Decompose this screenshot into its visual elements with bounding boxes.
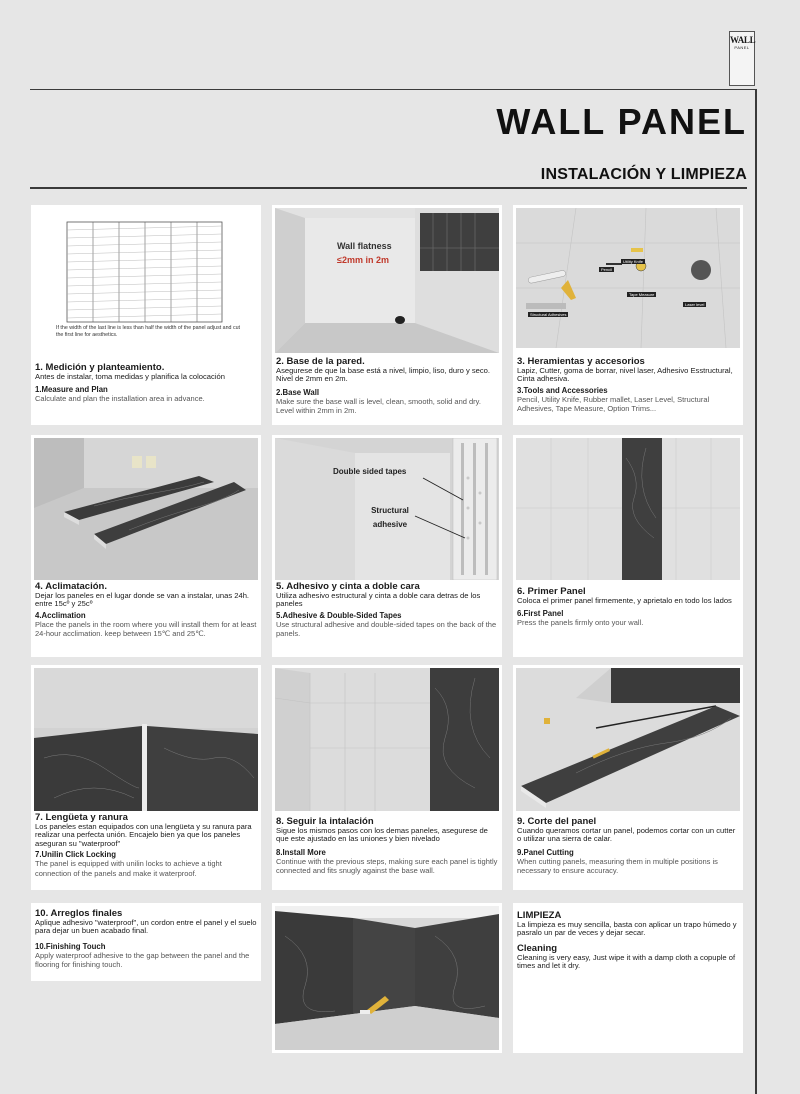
cleaning-card — [513, 903, 743, 1053]
step-10-body-en: Apply waterproof adhesive to the gap between the panel and the flooring for finishing touch. — [35, 950, 250, 970]
step-5-body-es: Utiliza adhesivo estructural y cinta a doble cara detras de los paneles — [276, 591, 481, 609]
cleaning-body-es: La limpieza es muy sencilla, basta con aplicar un trapo húmedo y pasralo un par de veces y dejar secar. — [517, 920, 737, 938]
step-1-title-es: 1. Medición y planteamiento. — [35, 362, 165, 373]
tool-label-laser-level: Laser level — [685, 302, 705, 307]
step-4-body-en: Place the panels in the room where you will install them for at least 24-hour acclimation. keep between 15℃ and 25℃. — [35, 619, 257, 639]
step-8-title-en: 8.Install More — [276, 847, 326, 857]
step-2-illustration — [275, 208, 499, 353]
step-card-1 — [31, 205, 261, 425]
step-4-title-en: 4.Acclimation — [35, 610, 86, 620]
step-6-title-en: 6.First Panel — [517, 609, 564, 619]
step-card-7 — [31, 665, 261, 890]
cleaning-title-es: LIMPIEZA — [517, 910, 562, 921]
step-card-2 — [272, 205, 502, 425]
wall-flatness-value: ≤2mm in 2m — [337, 255, 389, 265]
step-card-10 — [31, 903, 261, 981]
step-card-8 — [272, 665, 502, 890]
step-6-body-en: Press the panels firmly onto your wall. — [517, 618, 644, 628]
step-7-title-es: 7. Lengüeta y ranura — [35, 812, 128, 823]
step-10-body-es: Aplique adhesivo "waterproof", un cordon entre el panel y el suelo para dejar un buen acabado final. — [35, 918, 257, 936]
step-8-illustration — [275, 668, 499, 811]
tool-label-utility-knife: Utility Knife — [623, 259, 644, 264]
step-10-photo-card — [272, 903, 502, 1053]
tool-label-tape-measure: Tape Measure — [629, 292, 655, 297]
step-6-title-es: 6. Primer Panel — [517, 586, 586, 597]
step-9-body-es: Cuando queramos cortar un panel, podemos cortar con un cutter o utilizar una sierra de calar. — [517, 826, 736, 844]
tool-label-structural-adhesives: Structural Adhesives — [530, 312, 567, 317]
step-3-illustration — [516, 208, 740, 348]
step-2-title-en: 2.Base Wall — [276, 387, 320, 397]
step-card-4 — [31, 435, 261, 657]
step-card-5 — [272, 435, 502, 657]
step-2-title-es: 2. Base de la pared. — [276, 356, 365, 367]
step-8-title-es: 8. Seguir la intalación — [276, 816, 374, 827]
step-5-title-es: 5. Adhesivo y cinta a doble cara — [276, 581, 420, 592]
step-9-illustration — [516, 668, 740, 811]
step-card-6 — [513, 435, 743, 657]
step-8-body-en: Continue with the previous steps, making sure each panel is tightly connected and fits snugly against the base wall. — [276, 856, 498, 876]
step-3-title-es: 3. Heramientas y accesorios — [517, 356, 645, 367]
step-7-body-es: Los paneles estan equipados con una lengüeta y su ranura para realizar una perfecta unión. Encajelo bien ya que los paneles aseguran su "waterproof" — [35, 822, 252, 848]
step-1-illustration — [34, 208, 258, 353]
step-10-illustration — [275, 906, 499, 1050]
step-10-title-es: 10. Arreglos finales — [35, 908, 123, 919]
page-title: WALL PANEL — [496, 101, 747, 142]
step-card-9 — [513, 665, 743, 890]
step-1-body-en: Calculate and plan the installation area in advance. — [35, 394, 205, 404]
step-6-illustration — [516, 438, 740, 580]
step-1-body-es: Antes de instalar, toma medidas y planifica la colocación — [35, 372, 225, 381]
tool-label-pencil: Pencil — [601, 267, 612, 272]
wall-flatness-label: Wall flatness — [337, 241, 392, 251]
step-7-body-en: The panel is equipped with unilin locks to achieve a tight connection of the panels and make it waterproof. — [35, 859, 222, 878]
cleaning-title-en: Cleaning — [517, 942, 558, 954]
step-5-body-en: Use structural adhesive and double-sided tapes on the back of the panels. — [276, 619, 497, 639]
step-9-title-en: 9.Panel Cutting — [517, 847, 574, 857]
step-card-3 — [513, 205, 743, 425]
step-3-body-es: Lapiz, Cutter, goma de borrar, nivel laser, Adhesivo Esstructural, Cinta adhesiva. — [517, 366, 733, 384]
step-5-illustration — [275, 438, 499, 580]
double-sided-tapes-label: Double sided tapes — [333, 467, 407, 476]
header-divider — [30, 187, 747, 189]
step-7-title-en: 7.Unilin Click Locking — [35, 850, 117, 860]
cleaning-body-en: Cleaning is very easy, Just wipe it with a damp cloth a copuple of times and let it dry. — [517, 952, 736, 971]
page-subtitle: INSTALACIÓN Y LIMPIEZA — [540, 166, 747, 183]
right-border-line — [755, 90, 757, 1094]
step-10-title-en: 10.Finishing Touch — [35, 941, 106, 951]
logo-text: WALL — [730, 35, 756, 45]
step-1-illustration-caption: If the width of the last line is less than half the width of the panel adjust and cut the first line for aesthetics. — [56, 325, 241, 338]
step-4-title-es: 4. Aclimatación. — [35, 581, 107, 592]
logo-subtext: PANEL — [734, 45, 750, 50]
step-7-illustration — [34, 668, 258, 811]
step-9-body-en: When cutting panels, measuring them in multiple positions is necessary to ensure accuracy. — [517, 856, 718, 876]
step-5-title-en: 5.Adhesive & Double-Sided Tapes — [276, 610, 402, 620]
step-2-body-en: Make sure the base wall is level, clean, smooth, solid and dry. Level within 2mm in 2m. — [276, 396, 481, 416]
step-8-body-es: Sigue los mismos pasos con los demas paneles, asegurese de que este ajustado en las uniones y bien nivelado — [276, 826, 488, 844]
step-4-illustration — [34, 438, 258, 580]
step-3-body-en: Pencil, Utility Knife, Rubber mallet, Laser Level, Structural Adhesives, Tape Measure, Option Trims... — [517, 394, 710, 414]
brand-logo — [729, 31, 755, 86]
step-3-title-en: 3.Tools and Accessories — [517, 385, 608, 395]
step-1-title-en: 1.Measure and Plan — [35, 385, 108, 395]
step-4-body-es: Dejar los paneles en el lugar donde se van a instalar, unas 24h. entre 15cº y 25cº — [35, 591, 250, 609]
step-6-body-es: Coloca el primer panel firmemente, y aprietalo en todo los lados — [517, 596, 732, 605]
top-divider — [30, 89, 757, 90]
step-9-title-es: 9. Corte del panel — [517, 816, 597, 827]
step-2-body-es: Asegurese de que la base está a nivel, limpio, liso, duro y seco. Nivel de 2mm en 2m. — [276, 366, 491, 384]
structural-adhesive-label: Structural adhesive — [371, 506, 409, 529]
